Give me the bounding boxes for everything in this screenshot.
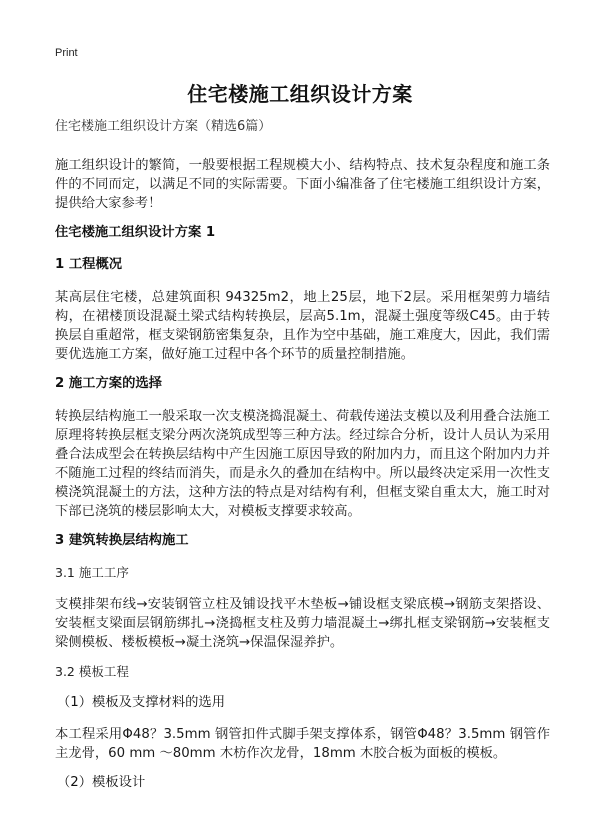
heading-sequence: 3.1 施工工序 [55,565,129,580]
print-label: Print [55,47,78,59]
paragraph-materials: 本工程采用Φ48？3.5mm 钢管扣件式脚手架支撑体系，钢管Φ48？3.5mm 钢管作主龙骨，60 mm ～80mm 木枋作次龙骨，18mm 木胶合板为面板的模板。 [55,727,550,761]
list-item-materials: （1）模板及支撑材料的选用 [57,695,226,710]
paragraph-sequence: 支模排架布线→安装钢管立柱及铺设找平木垫板→铺设框支梁底模→钢筋支架搭设、安装框支梁面层钢筋绑扎→浇捣框支柱及剪力墙混凝土→绑扎框支梁钢筋→安装框支梁侧模板、楼板模板→凝土浇筑→保温保湿养护。 [55,597,550,650]
heading-overview: 1 工程概况 [55,257,123,272]
heading-selection: 2 施工方案的选择 [55,376,162,391]
document-body [55,118,550,805]
section-title: 住宅楼施工组织设计方案 1 [55,225,216,240]
document-subtitle: 住宅楼施工组织设计方案（精选6篇） [55,119,272,134]
page-title: 住宅楼施工组织设计方案 [187,82,413,106]
heading-construction: 3 建筑转换层结构施工 [55,533,189,548]
paragraph-selection: 转换层结构施工一般采取一次支模浇捣混凝土、荷载传递法支模以及利用叠合法施工原理将转换层框支梁分两次浇筑成型等三种方法。经过综合分析，设计人员认为采用叠合法成型会在转换层结构中产生因施工原因导致的附加内力，而且这个附加内力并不随施工过程的终结而消失，而是永久的叠加在结构中。所以最终决定采用一次性支模浇筑混凝土的方法，这种方法的特点是对结构有利，但框支梁自重太大，施工时对下部已浇筑的楼层影响太大，对模板支撑要求较高。 [55,409,550,519]
intro-paragraph: 施工组织设计的繁简，一般要根据工程规模大小、结构特点、技术复杂程度和施工条件的不同而定，以满足不同的实际需要。下面小编准备了住宅楼施工组织设计方案，提供给大家参考！ [55,158,550,211]
paragraph-overview: 某高层住宅楼，总建筑面积 94325m2，地上25层，地下2层。采用框架剪力墙结构，在裙楼顶设混凝土梁式结构转换层，层高5.1m，混凝土强度等级C45。由于转换层自重超常，框支梁钢筋密集复杂，且作为空中基础，施工难度大，因此，我们需要优选施工方案，做好施工过程中各个环节的质量控制措施。 [55,290,550,362]
heading-formwork: 3.2 模板工程 [55,664,129,679]
list-item-design: （2）模板设计 [57,775,146,790]
